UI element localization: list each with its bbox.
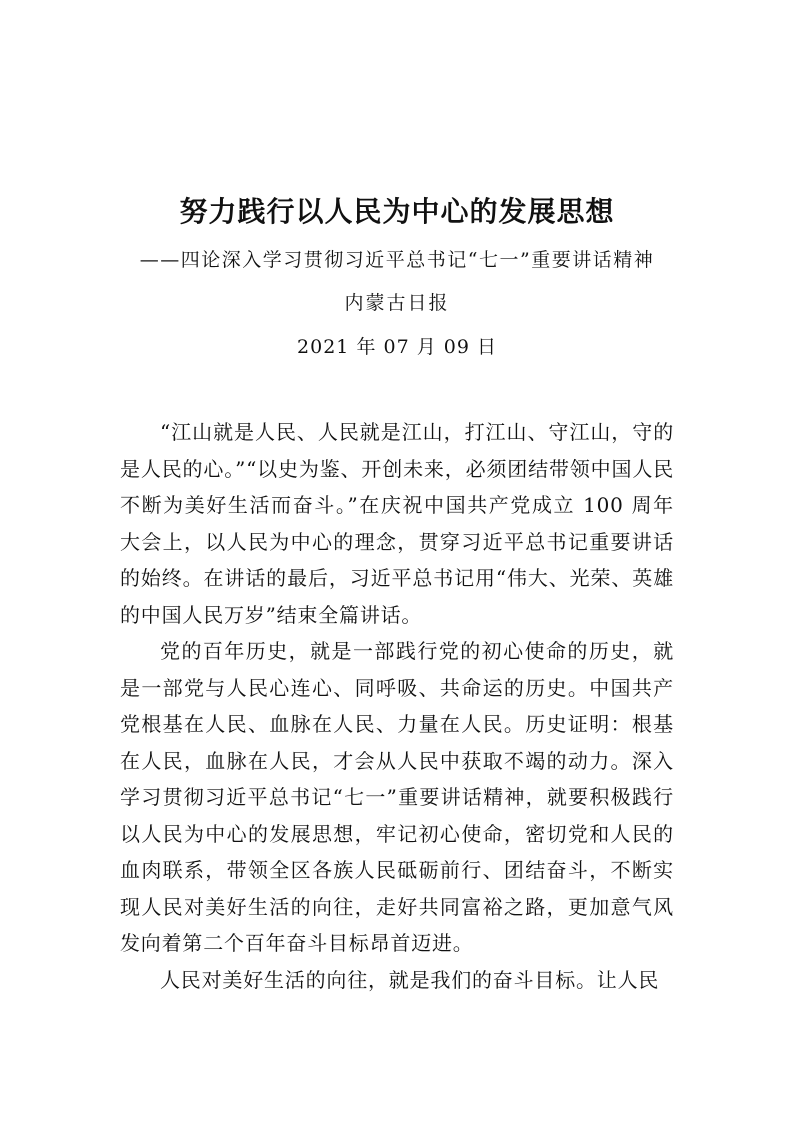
- paragraph: “江山就是人民、人民就是江山，打江山、守江山，守的是人民的心。”“以史为鉴、开创未来，必须团结带领中国人民不断为美好生活而奋斗。”在庆祝中国共产党成立 100 周年大会上，以人民为中心的理念，贯穿习近平总书记重要讲话的始终。在讲话的最后，习近平总书记用“伟大、光荣、英雄的中国人民万岁”结束全篇讲话。: [120, 420, 674, 627]
- article-body: [120, 414, 674, 998]
- paragraph: 人民对美好生活的向往，就是我们的奋斗目标。让人民: [160, 967, 660, 992]
- article-date: 2021 年 07 月 09 日: [297, 336, 497, 358]
- article-source: 内蒙古日报: [344, 292, 450, 314]
- article-title: 努力践行以人民为中心的发展思想: [179, 195, 615, 228]
- paragraph: 党的百年历史，就是一部践行党的初心使命的历史，就是一部党与人民心连心、同呼吸、共命运的历史。中国共产党根基在人民、血脉在人民、力量在人民。历史证明：根基在人民，血脉在人民，才会从人民中获取不竭的动力。深入学习贯彻习近平总书记“七一”重要讲话精神，就要积极践行以人民为中心的发展思想，牢记初心使命，密切党和人民的血肉联系，带领全区各族人民砥砺前行、团结奋斗，不断实现人民对美好生活的向往，走好共同富裕之路，更加意气风发向着第二个百年奋斗目标昂首迈进。: [120, 639, 674, 955]
- article-subtitle: ——四论深入学习贯彻习近平总书记“七一”重要讲话精神: [139, 249, 655, 271]
